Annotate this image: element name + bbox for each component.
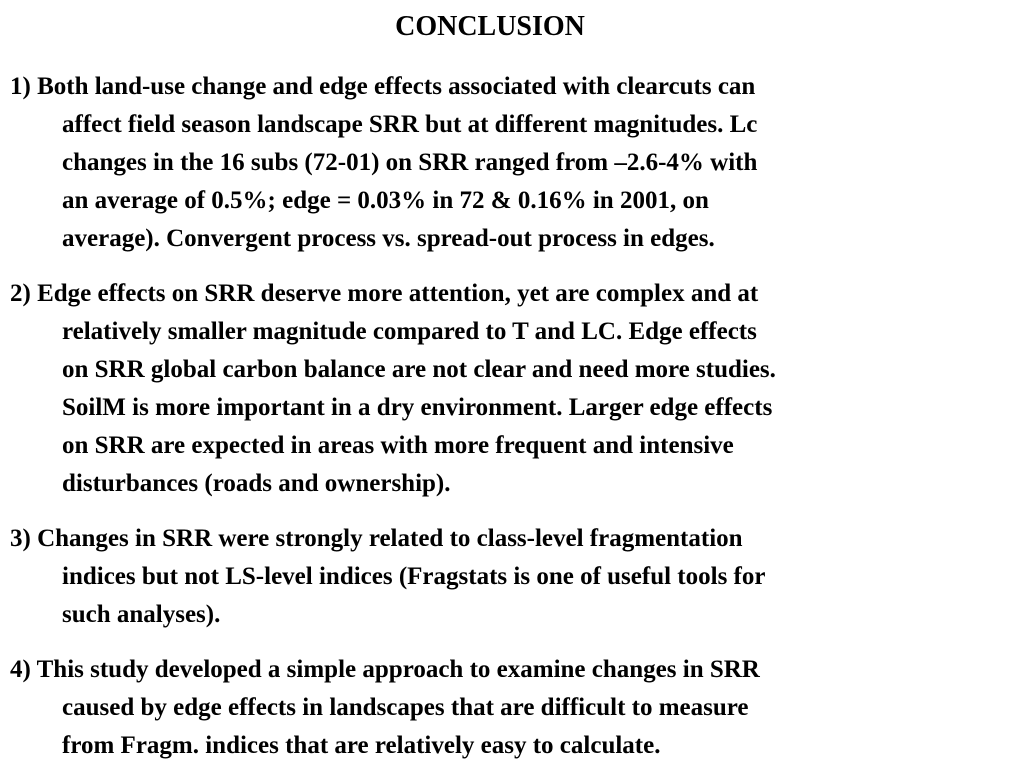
conclusion-point-2: 2) Edge effects on SRR deserve more attention, yet are complex and at relatively smaller magnitude compared to T and LC. Edge effects on SRR global carbon balance are not clear and need more studies. SoilM is more important in a dry environment. Larger edge effects on SRR are expected in areas with more frequent and intensive disturbances (roads and ownership). [10,280,776,497]
conclusion-point-3: 3) Changes in SRR were strongly related to class-level fragmentation indices but not LS-level indices (Fragstats is one of useful tools for such analyses). [10,525,766,628]
conclusion-point-1: 1) Both land-use change and edge effects associated with clearcuts can affect field season landscape SRR but at different magnitudes. Lc changes in the 16 subs (72-01) on SRR ranged from –2.6-4% with an average of 0.5%; edge = 0.03% in 72 & 0.16% in 2001, on average). Convergent process vs. spread-out process in edges. [10,73,758,252]
conclusion-point-4: 4) This study developed a simple approach to examine changes in SRR caused by edge effects in landscapes that are difficult to measure from Fragm. indices that are relatively easy to calculate. [10,656,760,759]
conclusion-list [10,68,1000,782]
slide-title: CONCLUSION [395,11,585,42]
